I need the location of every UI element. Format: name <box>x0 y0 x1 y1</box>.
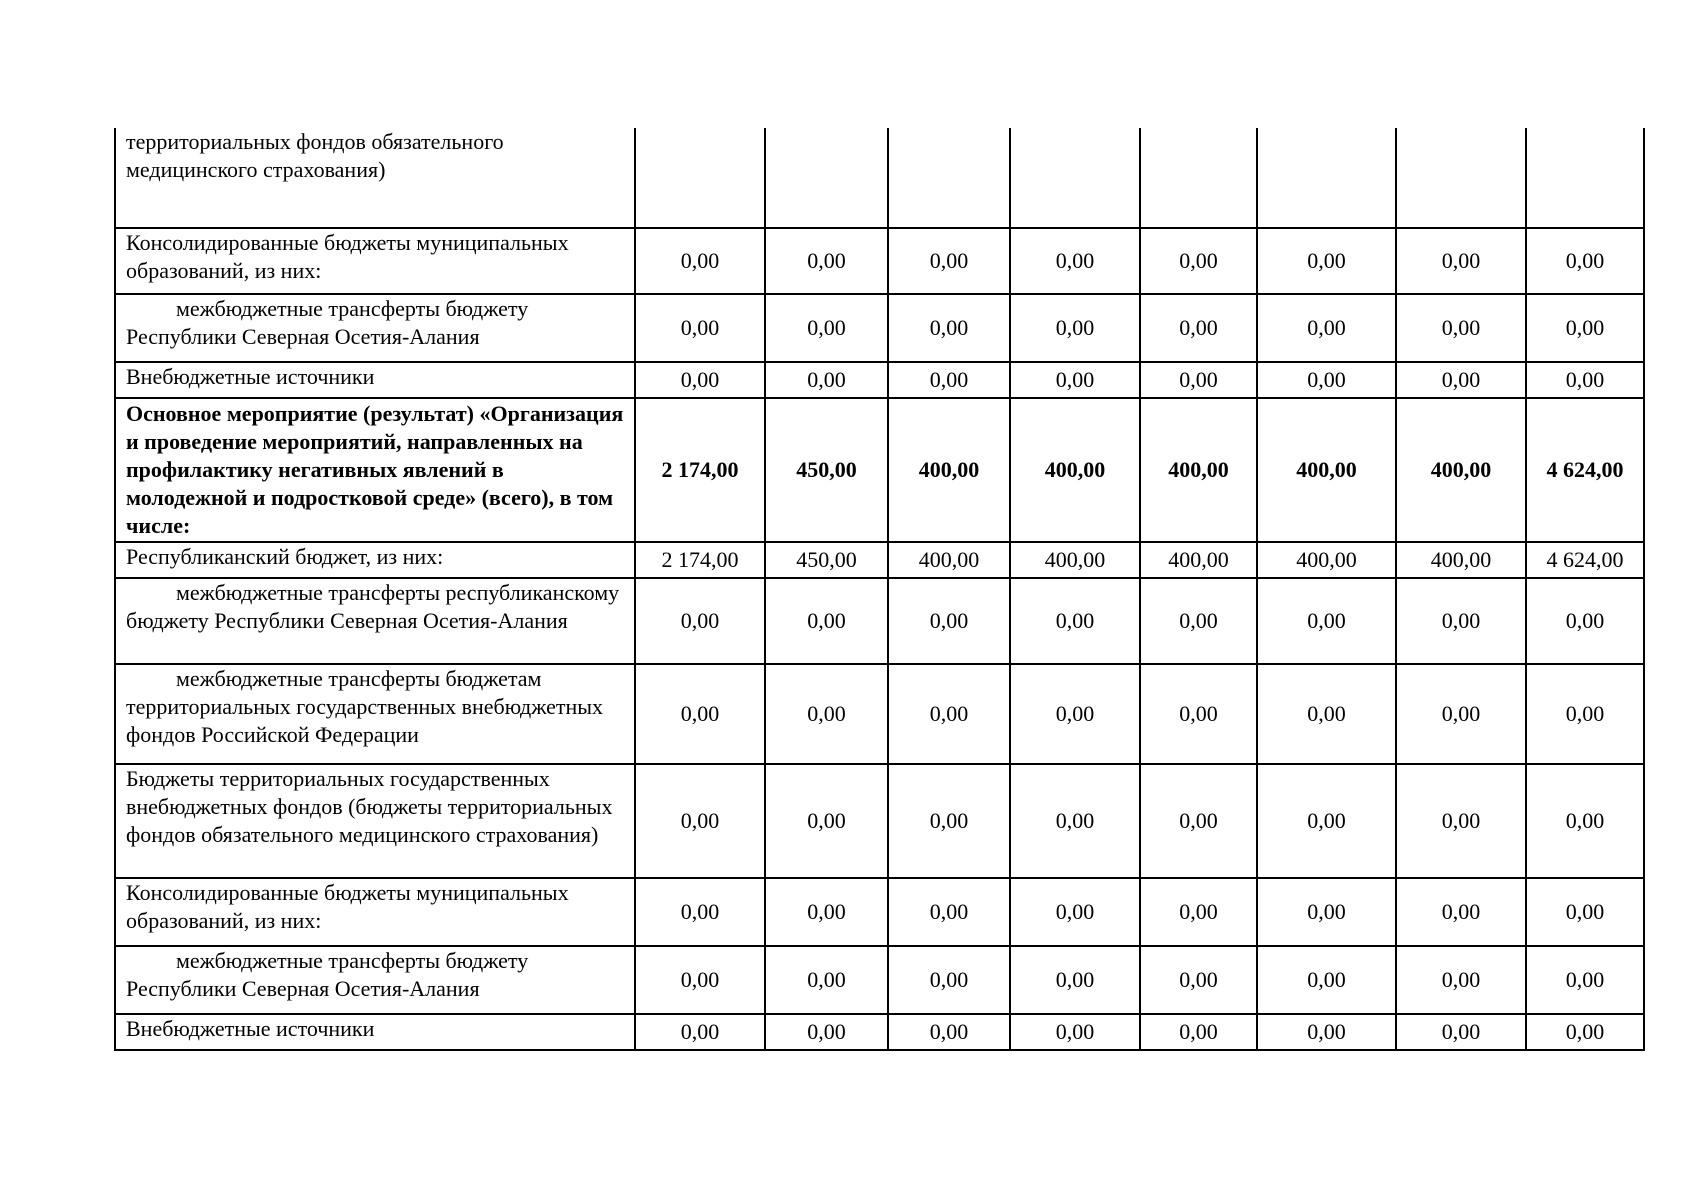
value-cell: 0,00 <box>765 946 888 1014</box>
value-cell <box>1526 128 1644 228</box>
value-cell: 400,00 <box>888 542 1010 578</box>
value-cell: 0,00 <box>1526 294 1644 362</box>
value-cell: 0,00 <box>1396 578 1526 664</box>
value-cell: 0,00 <box>1257 946 1396 1014</box>
row-label: Республиканский бюджет, из них: <box>115 542 635 578</box>
value-cell: 0,00 <box>888 764 1010 878</box>
value-cell: 400,00 <box>888 398 1010 542</box>
table-row <box>115 128 1644 228</box>
value-cell: 0,00 <box>635 294 765 362</box>
table-row <box>115 764 1644 878</box>
value-cell: 450,00 <box>765 398 888 542</box>
table-row <box>115 878 1644 946</box>
value-cell: 0,00 <box>1257 578 1396 664</box>
value-cell: 0,00 <box>635 1014 765 1050</box>
value-cell: 0,00 <box>635 878 765 946</box>
value-cell: 0,00 <box>765 294 888 362</box>
row-label: Бюджеты территориальных государственных внебюджетных фондов (бюджеты территориальных фондов обязательного медицинского страхования) <box>115 764 635 878</box>
value-cell: 0,00 <box>765 878 888 946</box>
table-row <box>115 398 1644 542</box>
value-cell <box>888 128 1010 228</box>
value-cell: 0,00 <box>765 578 888 664</box>
value-cell: 0,00 <box>765 362 888 398</box>
value-cell: 0,00 <box>1396 228 1526 294</box>
value-cell: 0,00 <box>1257 294 1396 362</box>
value-cell: 0,00 <box>635 228 765 294</box>
value-cell: 0,00 <box>1140 878 1257 946</box>
value-cell: 0,00 <box>1526 228 1644 294</box>
value-cell <box>765 128 888 228</box>
value-cell: 0,00 <box>1257 228 1396 294</box>
value-cell <box>1396 128 1526 228</box>
value-cell <box>635 128 765 228</box>
value-cell: 0,00 <box>1140 1014 1257 1050</box>
value-cell: 0,00 <box>1010 664 1140 764</box>
value-cell: 0,00 <box>888 228 1010 294</box>
value-cell: 4 624,00 <box>1526 398 1644 542</box>
value-cell: 0,00 <box>888 578 1010 664</box>
value-cell: 0,00 <box>1140 294 1257 362</box>
value-cell: 0,00 <box>765 664 888 764</box>
value-cell: 0,00 <box>888 294 1010 362</box>
table-row <box>115 664 1644 764</box>
value-cell: 0,00 <box>888 362 1010 398</box>
table-row <box>115 228 1644 294</box>
value-cell: 0,00 <box>1396 764 1526 878</box>
value-cell: 450,00 <box>765 542 888 578</box>
value-cell: 0,00 <box>888 664 1010 764</box>
value-cell: 0,00 <box>1010 878 1140 946</box>
table-row <box>115 542 1644 578</box>
value-cell: 400,00 <box>1010 398 1140 542</box>
row-label: Внебюджетные источники <box>115 362 635 398</box>
row-label: Внебюджетные источники <box>115 1014 635 1050</box>
row-label: Основное мероприятие (результат) «Организация и проведение мероприятий, направленных на профилактику негативных явлений в молодежной и подростковой среде» (всего), в том числе: <box>115 398 635 542</box>
value-cell: 0,00 <box>1526 878 1644 946</box>
value-cell: 0,00 <box>1140 228 1257 294</box>
value-cell: 0,00 <box>1140 946 1257 1014</box>
value-cell: 0,00 <box>1526 1014 1644 1050</box>
value-cell: 0,00 <box>1526 946 1644 1014</box>
value-cell: 0,00 <box>635 362 765 398</box>
table-body <box>115 128 1644 1050</box>
value-cell: 400,00 <box>1140 398 1257 542</box>
value-cell: 0,00 <box>1010 294 1140 362</box>
value-cell: 0,00 <box>1140 764 1257 878</box>
value-cell: 0,00 <box>1526 664 1644 764</box>
value-cell: 0,00 <box>1010 1014 1140 1050</box>
value-cell: 0,00 <box>1396 878 1526 946</box>
value-cell: 0,00 <box>1140 362 1257 398</box>
value-cell: 2 174,00 <box>635 398 765 542</box>
value-cell: 0,00 <box>635 764 765 878</box>
table-row <box>115 294 1644 362</box>
value-cell <box>1140 128 1257 228</box>
value-cell: 0,00 <box>1257 764 1396 878</box>
value-cell: 4 624,00 <box>1526 542 1644 578</box>
row-label: Консолидированные бюджеты муниципальных образований, из них: <box>115 878 635 946</box>
value-cell: 0,00 <box>765 1014 888 1050</box>
value-cell: 0,00 <box>888 1014 1010 1050</box>
value-cell: 0,00 <box>1257 362 1396 398</box>
row-label: межбюджетные трансферты бюджету Республики Северная Осетия-Алания <box>115 946 635 1014</box>
value-cell: 2 174,00 <box>635 542 765 578</box>
value-cell: 0,00 <box>1257 664 1396 764</box>
value-cell: 0,00 <box>1010 764 1140 878</box>
value-cell: 0,00 <box>765 228 888 294</box>
table-row <box>115 578 1644 664</box>
value-cell: 0,00 <box>1396 1014 1526 1050</box>
value-cell <box>1257 128 1396 228</box>
table-row <box>115 946 1644 1014</box>
row-label: межбюджетные трансферты республиканскому бюджету Республики Северная Осетия-Алания <box>115 578 635 664</box>
value-cell: 0,00 <box>635 946 765 1014</box>
value-cell: 0,00 <box>1396 362 1526 398</box>
value-cell <box>1010 128 1140 228</box>
value-cell: 0,00 <box>1396 294 1526 362</box>
row-label: территориальных фондов обязательного медицинского страхования) <box>115 128 635 228</box>
row-label: Консолидированные бюджеты муниципальных образований, из них: <box>115 228 635 294</box>
value-cell: 400,00 <box>1396 542 1526 578</box>
value-cell: 0,00 <box>765 764 888 878</box>
value-cell: 0,00 <box>1526 362 1644 398</box>
value-cell: 0,00 <box>1140 664 1257 764</box>
value-cell: 0,00 <box>1010 228 1140 294</box>
value-cell: 0,00 <box>1526 764 1644 878</box>
value-cell: 0,00 <box>635 578 765 664</box>
value-cell: 400,00 <box>1140 542 1257 578</box>
budget-table <box>114 128 1645 1051</box>
value-cell: 0,00 <box>1010 578 1140 664</box>
value-cell: 0,00 <box>1396 664 1526 764</box>
value-cell: 0,00 <box>1010 362 1140 398</box>
value-cell: 0,00 <box>888 946 1010 1014</box>
value-cell: 400,00 <box>1257 542 1396 578</box>
value-cell: 0,00 <box>1526 578 1644 664</box>
value-cell: 0,00 <box>1257 1014 1396 1050</box>
value-cell: 0,00 <box>1140 578 1257 664</box>
table-row <box>115 1014 1644 1050</box>
value-cell: 400,00 <box>1257 398 1396 542</box>
row-label: межбюджетные трансферты бюджету Республики Северная Осетия-Алания <box>115 294 635 362</box>
value-cell: 0,00 <box>1396 946 1526 1014</box>
value-cell: 400,00 <box>1396 398 1526 542</box>
row-label: межбюджетные трансферты бюджетам территориальных государственных внебюджетных фондов Российской Федерации <box>115 664 635 764</box>
value-cell: 0,00 <box>888 878 1010 946</box>
value-cell: 0,00 <box>1257 878 1396 946</box>
value-cell: 0,00 <box>635 664 765 764</box>
table-row <box>115 362 1644 398</box>
value-cell: 0,00 <box>1010 946 1140 1014</box>
value-cell: 400,00 <box>1010 542 1140 578</box>
